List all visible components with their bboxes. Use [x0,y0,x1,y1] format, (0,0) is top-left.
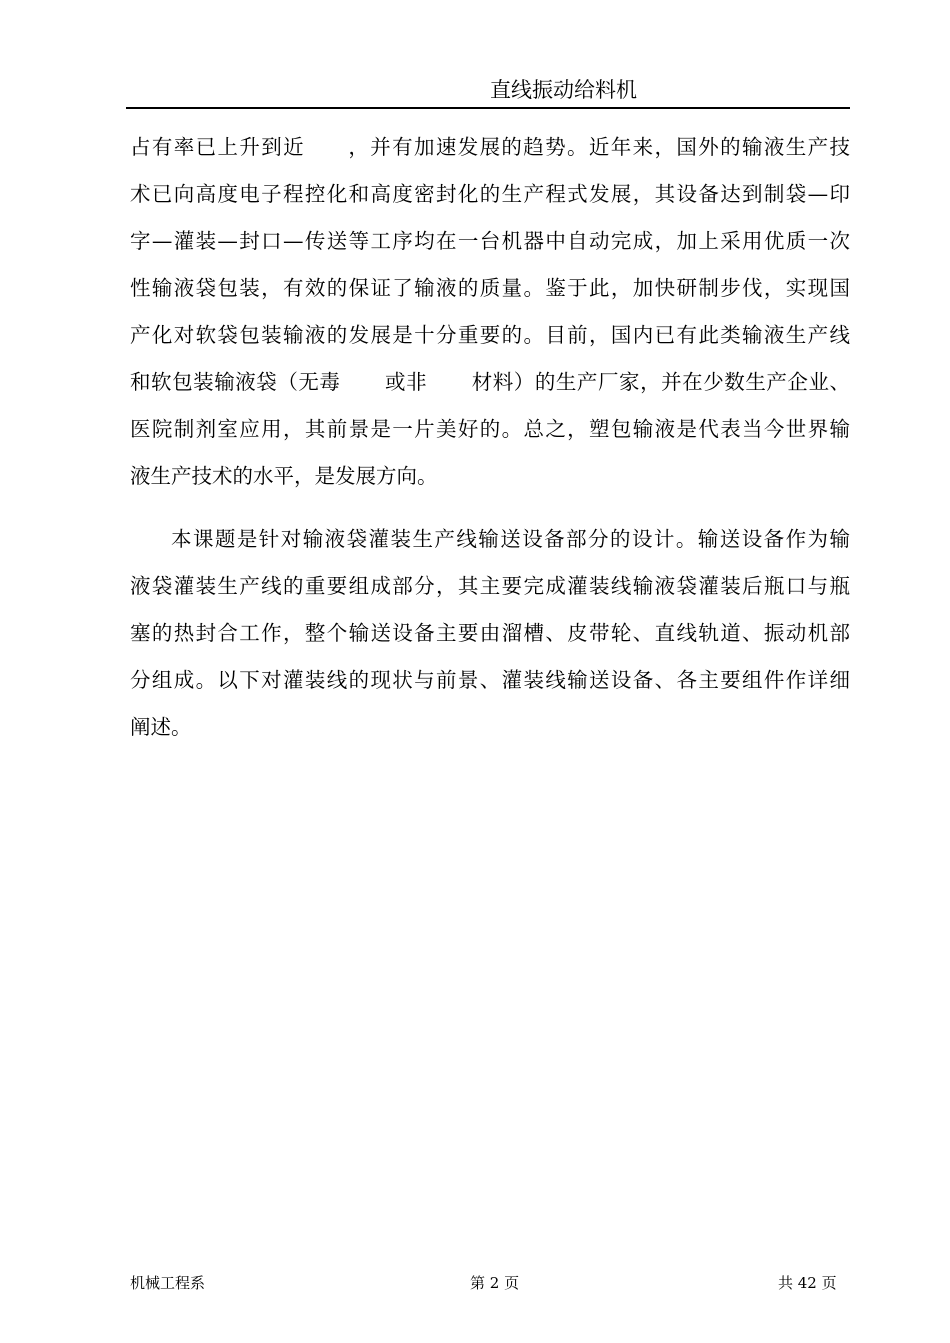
body-text [130,124,850,751]
footer-total-pages: 共 42 页 [778,1274,837,1292]
footer-department: 机械工程系 [130,1274,206,1292]
text-line: 塞的热封合工作，整个输送设备主要由溜槽、皮带轮、直线轨道、振动机部 [130,621,850,645]
footer-page-number: 第 2 页 [470,1274,520,1292]
text-line: 字—灌装—封口—传送等工序均在一台机器中自动完成，加上采用优质一次 [130,229,850,253]
text-line: 占有率已上升到近 ，并有加速发展的趋势。近年来，国外的输液生产技 [130,135,850,159]
header-rule [126,107,850,109]
text-line: 和软包装输液袋（无毒 或非 材料）的生产厂家，并在少数生产企业、 [130,370,851,394]
text-line: 医院制剂室应用，其前景是一片美好的。总之，塑包输液是代表当今世界输 [130,417,850,441]
text-line: 液袋灌装生产线的重要组成部分，其主要完成灌装线输液袋灌装后瓶口与瓶 [130,574,850,598]
text-line: 分组成。以下对灌装线的现状与前景、灌装线输送设备、各主要组件作详细 [130,668,850,692]
text-line: 阐述。 [130,715,192,739]
text-line: 产化对软袋包装输液的发展是十分重要的。目前，国内已有此类输液生产线 [130,323,850,347]
paragraph-2 [130,516,850,751]
text-line: 本课题是针对输液袋灌装生产线输送设备部分的设计。输送设备作为输 [171,527,850,551]
text-line: 液生产技术的水平，是发展方向。 [130,464,438,488]
header-title: 直线振动给料机 [490,78,637,102]
text-line: 术已向高度电子程控化和高度密封化的生产程式发展，其设备达到制袋—印 [130,182,850,206]
text-line: 性输液袋包装，有效的保证了输液的质量。鉴于此，加快研制步伐，实现国 [130,276,850,300]
paragraph-1 [130,124,850,500]
